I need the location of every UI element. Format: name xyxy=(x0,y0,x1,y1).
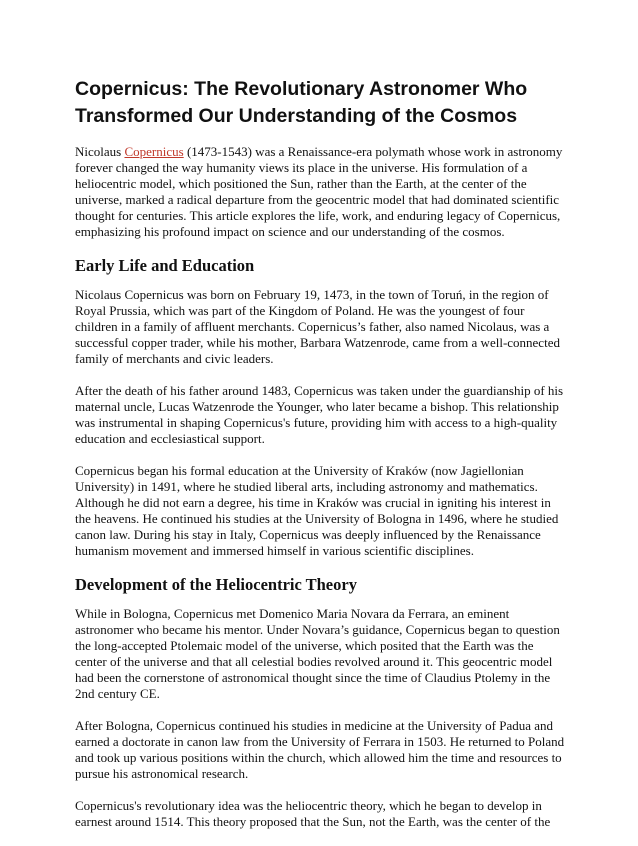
heliocentric-paragraph-3: Copernicus's revolutionary idea was the heliocentric theory, which he began to develop in earnest around 1514. This theory proposed that the Sun, not the Earth, was the center of the xyxy=(75,798,551,829)
copernicus-link[interactable]: Copernicus xyxy=(124,144,184,159)
intro-paragraph xyxy=(75,144,565,240)
intro-text-rest: (1473-1543) was a Renaissance-era polymath whose work in astronomy forever changed the way humanity views its place in the universe. His formulation of a heliocentric model, which positioned the Sun, rather than the Earth, at the center of the universe, marked a radical departure from the geocentric model that had dominated scientific thought for centuries. This article explores the life, work, and enduring legacy of Copernicus, emphasizing his profound impact on science and our understanding of the cosmos. xyxy=(75,144,563,239)
heliocentric-paragraph-1: While in Bologna, Copernicus met Domenico Maria Novara da Ferrara, an eminent astronomer who became his mentor. Under Novara’s guidance, Copernicus began to question the long-accepted Ptolemaic model of the universe, which posited that the Earth was the center of the universe and that all celestial bodies revolved around it. This geocentric model had been the cornerstone of astronomical thought since the time of Claudius Ptolemy in the 2nd century CE. xyxy=(75,606,560,701)
intro-text-start: Nicolaus xyxy=(75,144,125,159)
early-life-paragraph-3: Copernicus began his formal education at the University of Kraków (now Jagiellonian University) in 1491, where he studied liberal arts, including astronomy and mathematics. Although he did not earn a degree, his time in Kraków was crucial in igniting his interest in the heavens. He continued his studies at the University of Bologna in 1496, where he studied canon law. During his stay in Italy, Copernicus was deeply influenced by the Renaissance humanism movement and immersed himself in various scientific disciplines. xyxy=(75,463,559,558)
early-life-paragraph-2: After the death of his father around 1483, Copernicus was taken under the guardianship of his maternal uncle, Lucas Watzenrode the Younger, who later became a bishop. This relationship was instrumental in shaping Copernicus's future, providing him with access to a high-quality education and ecclesiastical support. xyxy=(75,383,564,446)
article xyxy=(75,76,565,846)
heliocentric-paragraph-2: After Bologna, Copernicus continued his studies in medicine at the University of Padua and earned a doctorate in canon law from the University of Ferrara in 1503. He returned to Poland and took up various positions within the church, which allowed him the time and resources to pursue his astronomical research. xyxy=(75,718,565,781)
section-heading-early-life: Early Life and Education xyxy=(75,256,255,275)
article-title: Copernicus: The Revolutionary Astronomer Who Transformed Our Understanding of the Cosmos xyxy=(75,78,528,127)
section-heading-heliocentric: Development of the Heliocentric Theory xyxy=(75,575,357,594)
early-life-paragraph-1: Nicolaus Copernicus was born on February 19, 1473, in the town of Toruń, in the region of Royal Prussia, which was part of the Kingdom of Poland. He was the youngest of four children in a family of affluent merchants. Copernicus’s father, also named Nicolaus, was a successful copper trader, while his mother, Barbara Watzenrode, came from a well-connected family of merchants and civic leaders. xyxy=(75,287,560,366)
